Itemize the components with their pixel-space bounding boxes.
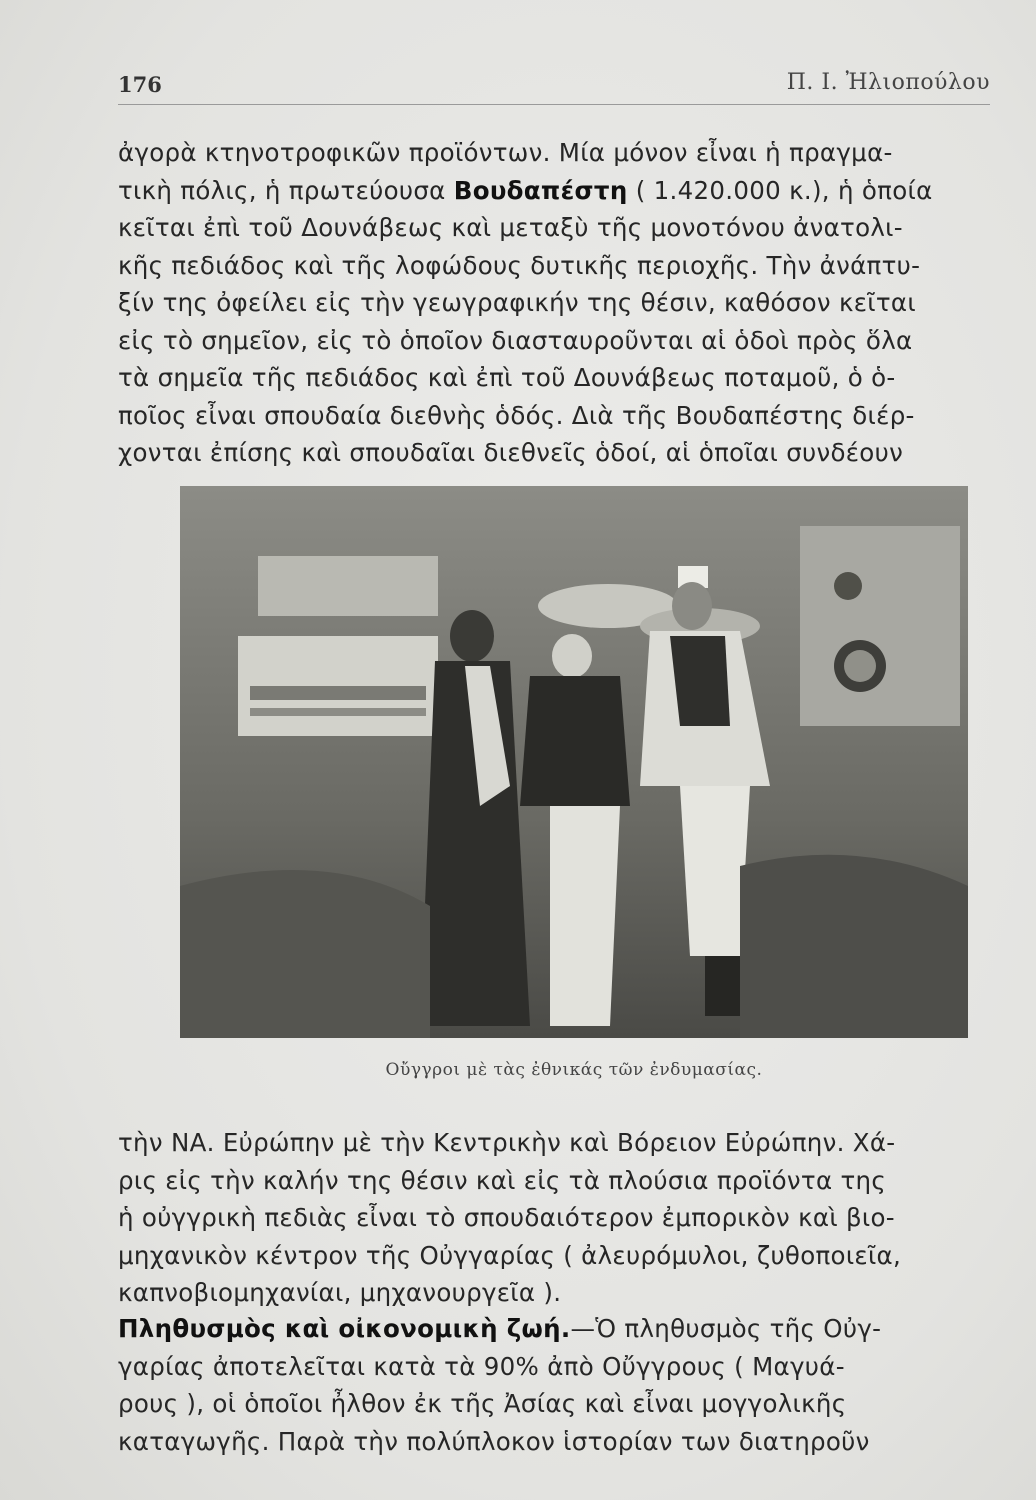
running-head: Π. Ι. Ἠλιοπούλου: [786, 70, 990, 95]
text-fragment: τικὴ πόλις, ἡ πρωτεύουσα: [118, 175, 454, 205]
text-line: ποῖος εἶναι σπουδαία διεθνὴς ὁδός. Διὰ τῆς Βουδαπέστης διέρ-: [118, 400, 915, 430]
photograph: [180, 486, 968, 1038]
text-line: γαρίας ἀποτελεῖται κατὰ τὰ 90% ἀπὸ Οὔγγρους ( Μαγυά-: [118, 1351, 845, 1381]
header-rule: [118, 104, 990, 105]
page-number: 176: [118, 72, 162, 97]
text-line: μηχανικὸν κέντρον τῆς Οὐγγαρίας ( ἀλευρόμυλοι, ζυθοποιεῖα,: [118, 1240, 902, 1270]
population-note: ( 1.420.000 κ.), ἡ ὁποία: [627, 175, 933, 205]
text-line: ρους ), οἱ ὁποῖοι ἦλθον ἐκ τῆς Ἀσίας καὶ εἶναι μογγολικῆς: [118, 1389, 847, 1418]
text-line: κῆς πεδιάδος καὶ τῆς λοφώδους δυτικῆς περιοχῆς. Τὴν ἀνάπτυ-: [118, 250, 921, 280]
text-line: κεῖται ἐπὶ τοῦ Δουνάβεως καὶ μεταξὺ τῆς μονοτόνου ἀνατολι-: [118, 213, 903, 242]
text-line: τὰ σημεῖα τῆς πεδιάδος καὶ ἐπὶ τοῦ Δουνάβεως ποταμοῦ, ὁ ὁ-: [118, 363, 896, 392]
photo-caption: Οὔγγροι μὲ τὰς ἐθνικάς τῶν ἐνδυμασίας.: [385, 1060, 763, 1080]
paragraph-population: [118, 1310, 998, 1460]
text-line: ἀγορὰ κτηνοτροφικῶν προϊόντων. Μία μόνον εἶναι ἡ πραγμα-: [118, 138, 893, 167]
paragraph-budapest: [118, 134, 998, 472]
text-line: [118, 172, 998, 210]
section-heading: Πληθυσμὸς καὶ οἰκονομικὴ ζωή.: [118, 1314, 571, 1343]
text-line: ἡ οὐγγρικὴ πεδιὰς εἶναι τὸ σπουδαιότερον ἐμπορικὸν καὶ βιο-: [118, 1203, 895, 1232]
text-line: καπνοβιομηχανίαι, μηχανουργεῖα ).: [118, 1278, 562, 1307]
text-line: [118, 1310, 998, 1348]
text-line: καταγωγῆς. Παρὰ τὴν πολύπλοκον ἱστορίαν των διατηροῦν: [118, 1426, 870, 1456]
text-line: χονται ἐπίσης καὶ σπουδαῖαι διεθνεῖς ὁδοί, αἱ ὁποῖαι συνδέουν: [118, 438, 904, 467]
text-line: εἰς τὸ σημεῖον, εἰς τὸ ὁποῖον διασταυροῦνται αἱ ὁδοὶ πρὸς ὅλα: [118, 325, 913, 355]
text-line: τὴν ΝΑ. Εὐρώπην μὲ τὴν Κεντρικὴν καὶ Βόρειον Εὐρώπην. Χά-: [118, 1128, 896, 1157]
photo-icon: [180, 486, 968, 1038]
text-line: ξίν της ὀφείλει εἰς τὴν γεωγραφικήν της θέσιν, καθόσον κεῖται: [118, 288, 916, 317]
city-name: Βουδαπέστη: [453, 175, 628, 205]
page-header: [118, 66, 990, 106]
text-line: ρις εἰς τὴν καλήν της θέσιν καὶ εἰς τὰ πλούσια προϊόντα της: [118, 1165, 887, 1195]
text-fragment: —Ὁ πληθυσμὸς τῆς Οὐγ-: [570, 1314, 882, 1343]
paragraph-trade-center: [118, 1124, 998, 1312]
